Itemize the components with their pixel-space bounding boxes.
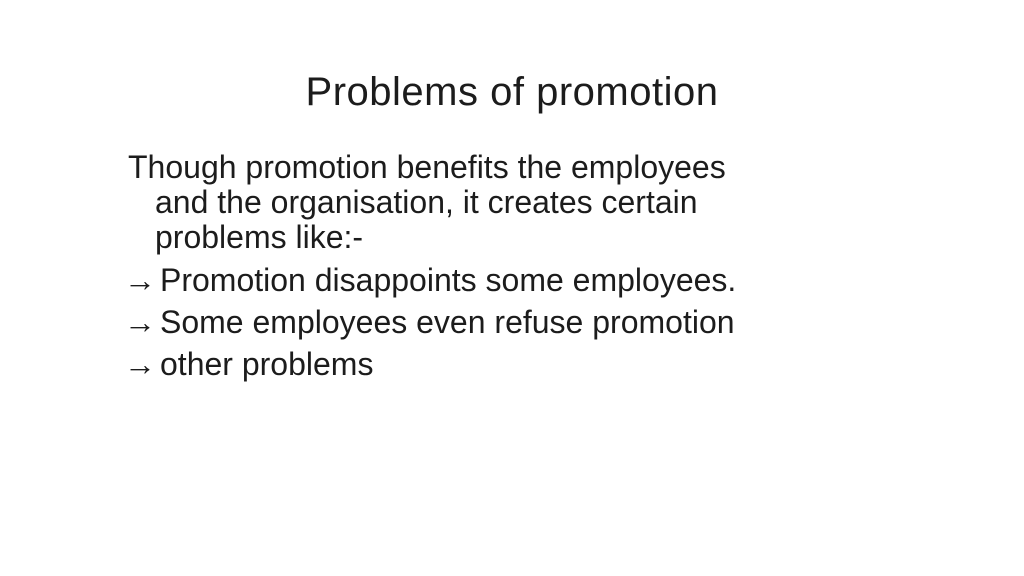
bullet-text: Some employees even refuse promotion — [160, 304, 735, 340]
arrow-bullet-icon: → — [124, 304, 156, 340]
paragraph-line: problems like:- — [155, 219, 364, 255]
bullet-text: other problems — [160, 346, 374, 382]
slide-title: Problems of promotion — [305, 70, 719, 114]
bullet-item — [124, 305, 914, 340]
bullet-list — [124, 263, 914, 382]
arrow-bullet-icon: → — [124, 346, 156, 382]
paragraph-line: Though promotion benefits the employees — [128, 149, 726, 185]
bullet-item — [124, 347, 914, 382]
slide-body — [124, 150, 914, 389]
paragraph-line: and the organisation, it creates certain — [155, 184, 698, 220]
bullet-item — [124, 263, 914, 298]
intro-paragraph — [124, 150, 914, 255]
arrow-bullet-icon: → — [124, 262, 156, 298]
bullet-text: Promotion disappoints some employees. — [160, 262, 737, 298]
